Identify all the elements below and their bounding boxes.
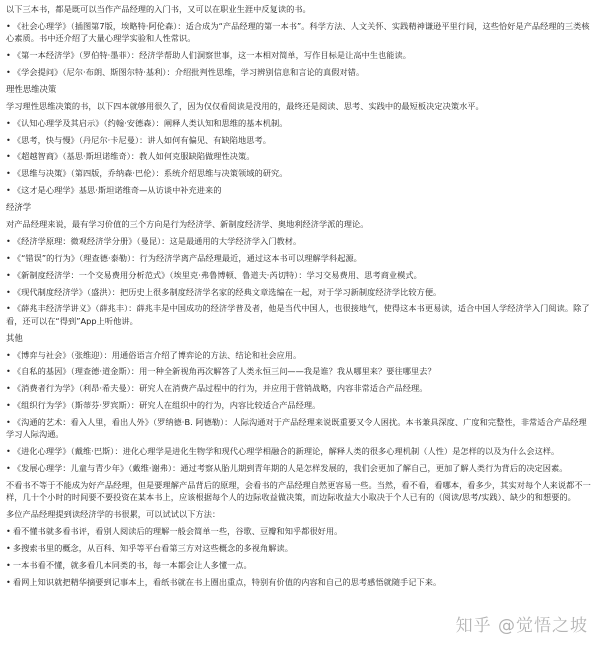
book-description: —从访谈中补充进来的 [139,185,222,196]
book-title: 《发展心理学：儿童与青少年》 [12,463,129,474]
tips-intro: 多位产品经理提到读经济学的书很累，可以试试以下方法： [6,509,221,520]
book-author: （第四版，乔纳森·巴伦） [70,168,156,179]
tips-list [6,525,594,588]
book-title: 《超越智商》 [12,151,63,162]
book-description: ：讲人如何有偏见、有缺陷地思考。 [139,134,271,145]
bullet-icon: • [6,446,11,457]
bullet-icon: • [6,134,11,145]
bullet-icon: • [6,526,11,537]
book-item [6,235,594,247]
book-description: ：适合成为“产品经理的第一本书”。科学方法、人文关怀、实践精神谦逊平里行间，这些恰好是产品经理的三类核心素质。书中还介绍了大量心理学实验和人性常识。 [6,20,590,44]
intro-book-list [6,20,594,78]
section-intro-thinking: 学习理性思维决策的书，以下四本就够用很久了，因为仅仅看阅读是没用的，最终还是阅读、思考、实践中的最短板决定决策水平。 [6,100,484,111]
book-title: 《自私的基因》 [12,366,71,377]
book-item [6,416,594,441]
bullet-icon: • [6,463,11,474]
book-author: （罗纳德·B. 阿德勒） [152,417,225,428]
book-author: （罗伯特·墨菲） [78,50,131,61]
book-title: 《思维与决策》 [12,168,71,179]
book-title: 《消费者行为学》 [12,383,79,394]
bullet-icon: • [6,269,11,280]
book-item [6,167,594,179]
intro-paragraph: 以下三本书，都是既可以当作产品经理的入门书，又可以在职业生涯中反复读的书。 [6,4,311,14]
watermark: 知乎 @觉悟之坡 [455,616,588,636]
book-author: （曼昆） [136,235,162,246]
tip-text: 一本书看不懂，就多看几本同类的书，每一本都会让人多懂一点。 [12,559,252,570]
bullet-icon: • [6,286,11,297]
section-intro-econ: 对产品经理来说，最有学习价值的三个方向是行为经济学、新制度经济学、奥地利经济学派的理论。 [6,218,369,229]
book-title: 《进化心理学》 [12,446,71,457]
book-author: （插图第7版，埃略特·阿伦森） [70,20,178,31]
book-title: 《认知心理学及其启示》 [12,117,104,128]
book-author: （戴维·巴斯） [70,446,115,457]
closing-paragraph: 不看书不等于不能成为好产品经理，但是要理解产品背后的原理，会看书的产品经理自然更容易一些。当然，看不看，看哪本，看多少，其实对每个人来说都不一样，几十个小时的时间要不要投资在某本书上，应该根据每个人的边际收益做决策，而边际收益大小取决于个人已有的（阅读/思考/实践）、缺少的和想要的。 [6,480,591,503]
book-title: 《这才是心理学》 [12,185,79,196]
book-item [6,49,594,61]
book-item [6,117,594,129]
bullet-icon: • [6,117,11,128]
bullet-icon: • [6,66,11,77]
book-description: ：人际沟通对于产品经理来说既重要又令人困扰。本书兼具深度、广度和完整性，非常适合产品经理学习人际沟通。 [6,417,587,440]
bullet-icon: • [6,383,11,394]
book-title: 《薛兆丰经济学讲义》 [12,303,96,314]
book-author: （丹尼尔·卡尼曼） [78,134,140,145]
bullet-icon: • [6,235,11,246]
book-item [6,269,594,281]
book-item [6,445,594,457]
bullet-icon: • [6,400,11,411]
book-item [6,66,594,78]
book-author: （埃里克·弗鲁博顿、鲁道夫·芮切特） [169,269,299,280]
book-title: 《第一本经济学》 [12,50,79,61]
book-description: ：研究人在组织中的行为，内容比较适合产品经理。 [130,400,321,411]
bullet-icon: • [6,252,11,263]
book-author: （利昂·希夫曼） [78,383,131,394]
book-description: ：进化心理学是进化生物学和现代心理学相融合的新理论，解释人类的很多心理机制（人性）是怎样的以及为什么会这样。 [114,446,560,457]
tip-item [6,525,594,537]
bullet-icon: • [6,543,11,554]
book-author: 基思·斯坦诺维奇 [78,185,140,196]
book-title: 《现代制度经济学》 [12,286,88,297]
book-description: ：把历史上很多制度经济学名家的经典文章选编在一起，对于学习新制度经济学比较方便。 [111,286,442,297]
book-author: （张维迎） [70,349,104,360]
book-title: 《学会提问》 [12,66,63,77]
book-title: 《“错误”的行为》 [12,252,80,263]
tip-item [6,576,594,588]
section-heading-econ: 经济学 [6,202,32,213]
book-author: （理查德·道金斯） [70,366,131,377]
tip-text: 多搜索书里的概念，从百科、知乎等平台看第三方对这些概念的多视角解读。 [12,543,293,554]
book-author: （盛洪） [87,286,112,297]
book-item [6,134,594,146]
book-item [6,184,594,196]
book-title: 《经济学原理：微观经济学分册》 [12,235,137,246]
book-description: ：薛兆丰是中国成功的经济学普及者，他是当代中国人，也很接地气，使得这本书更易读，适合中国人学经济学入门阅读。除了看，还可以在“得到”App上听他讲。 [6,303,590,326]
book-description: ：研究人在消费产品过程中的行为，并应用于营销战略，内容非常适合产品经理。 [130,383,428,394]
book-title: 《新制度经济学：一个交易费用分析范式》 [12,269,170,280]
book-description: ：这是最通用的大学经济学入门教材。 [161,235,302,246]
bullet-icon: • [6,20,11,31]
book-description: ：用通俗语言介绍了博弈论的方法、结论和社会应用。 [103,349,302,360]
bullet-icon: • [6,576,11,587]
book-author: （约翰·安德森） [103,117,156,128]
book-author: （理查德·泰勒） [79,252,132,263]
book-description: ：用一种全新视角再次解答了人类永恒三问——我是谁？我从哪里来？要往哪里去？ [130,366,436,377]
bullet-icon: • [6,559,11,570]
bullet-icon: • [6,168,11,179]
tip-text: 看不懂书就多看书评，看别人阅读后的理解一般会简单一些，谷歌、豆瓣和知乎都很好用。 [12,526,343,537]
tip-item [6,559,594,571]
book-item [6,302,594,327]
book-title: 《组织行为学》 [12,400,71,411]
book-title: 《社会心理学》 [12,20,71,31]
bullet-icon: • [6,349,11,360]
book-item [6,399,594,411]
book-item [6,462,594,474]
book-description: ：教人如何克服缺陷做理性决策。 [130,151,255,162]
bullet-icon: • [6,185,11,196]
tip-text: 看网上知识就把精华摘要到记事本上，看纸书就在书上圈出重点，特别有价值的内容和自己的思考感悟就随手记下来。 [12,576,442,587]
book-description: ：通过考察从胎儿期到青年期的人是怎样发展的，我们会更加了解自己，更加了解人类行为背后的决定因素。 [172,463,568,474]
bullet-icon: • [6,303,11,314]
book-author: （基思·斯坦诺维奇） [62,151,131,162]
thinking-book-list [6,117,594,197]
book-author: （戴维·谢弗） [128,463,173,474]
book-item [6,365,594,377]
tip-item [6,542,594,554]
bullet-icon: • [6,366,11,377]
book-author: （尼尔·布朗、斯图尔特·基利） [62,66,167,77]
book-description: ：经济学帮助人们洞察世事，这一本相对简单，写作目标是让高中生也能读。 [130,50,411,61]
book-item [6,150,594,162]
book-author: （薛兆丰） [95,303,129,314]
book-item [6,20,594,45]
book-item [6,382,594,394]
bullet-icon: • [6,50,11,61]
book-description: ：介绍批判性思维，学习辨别信息和言论的真假对错。 [166,66,365,77]
book-description: ：学习交易费用、思考商业模式。 [298,269,422,280]
book-title: 《博弈与社会》 [12,349,71,360]
book-item [6,349,594,361]
book-description: ：系统介绍思维与决策领域的研究。 [155,168,288,179]
book-title: 《沟通的艺术：看入人里，看出人外》 [12,417,153,428]
econ-book-list [6,235,594,327]
book-title: 《思考，快与慢》 [12,134,79,145]
book-item [6,252,594,264]
other-book-list [6,349,594,475]
book-item [6,286,594,298]
bullet-icon: • [6,417,11,428]
book-author: （斯蒂芬·罗宾斯） [70,400,131,411]
book-description: ：阐释人类认知和思维的基本机制。 [155,117,288,128]
book-description: ：行为经济学离产品经理最近，通过这本书可以理解学科起源。 [131,252,362,263]
bullet-icon: • [6,151,11,162]
section-heading-thinking: 理性思维决策 [6,83,57,94]
section-heading-other: 其他 [6,332,23,343]
